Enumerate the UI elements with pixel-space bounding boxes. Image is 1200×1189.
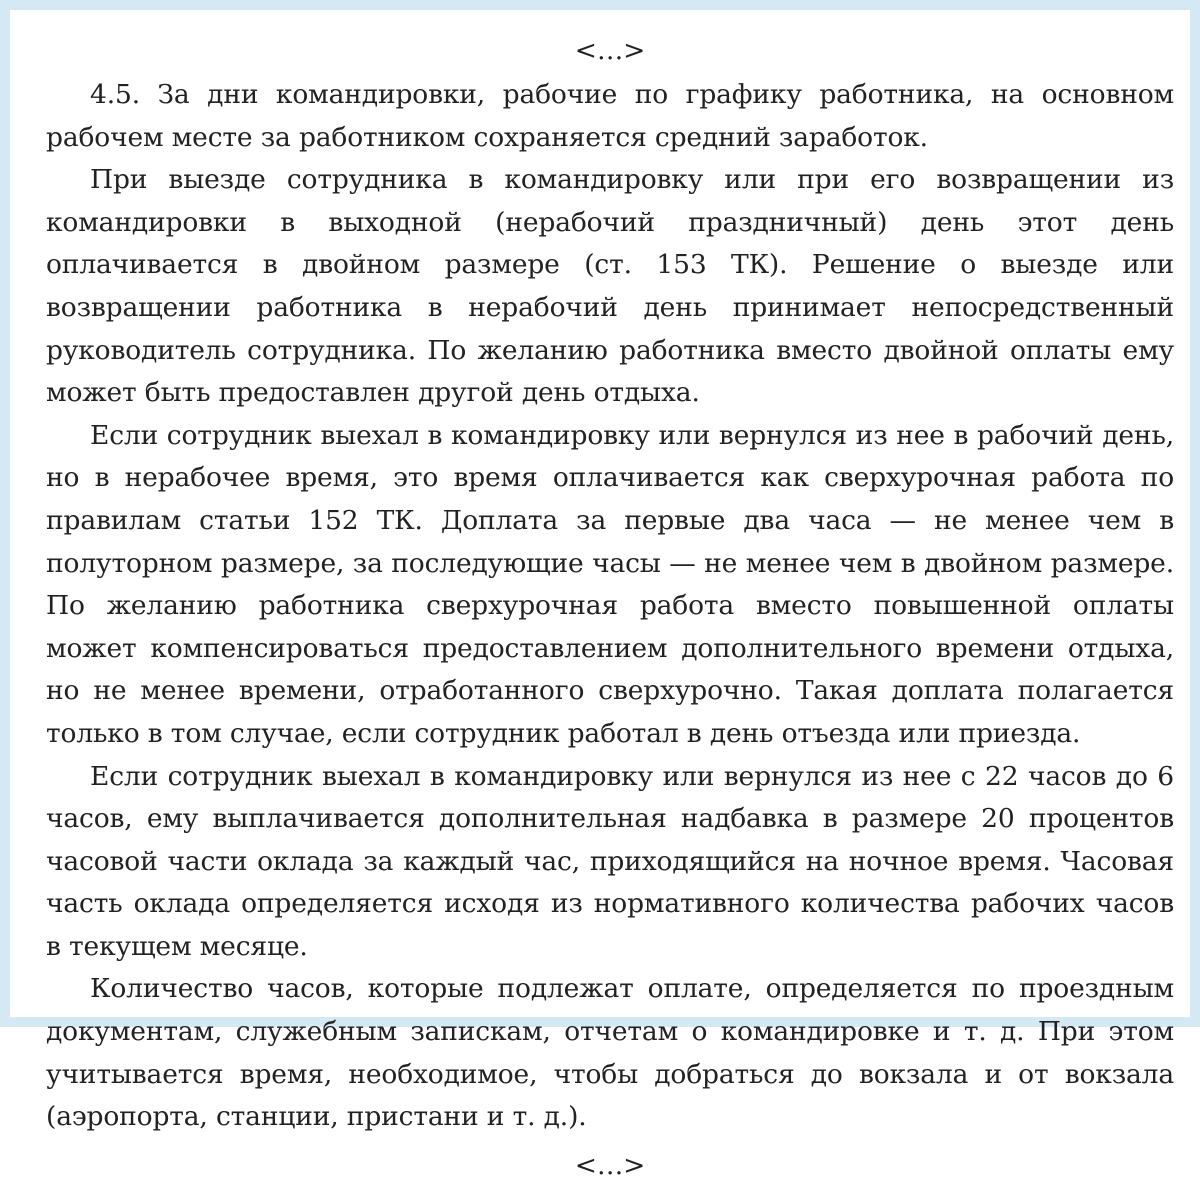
paragraph-night-allowance: Если сотрудник выехал в командировку или вернулся из нее с 22 часов до 6 часов, ему выплачивается дополнительная надбавка в размере 20 процентов часовой части оклада за каждый час, приходящийся на ночное время. Часовая часть оклада определяется исходя из нормативного количества рабочих часов в текущем месяце. [46, 760, 1174, 962]
paragraph-overtime: Если сотрудник выехал в командировку или вернулся из нее в рабочий день, но в нерабочее время, это время оплачивается как сверхурочная работа по правилам статьи 152 ТК. Доплата за первые два часа — не менее чем в полуторном размере, за последующие часы — не менее чем в двойном размере. По желанию работника сверхурочная работа вместо повышенной оплаты может компенсироваться предоставлением дополнительного времени отдыха, но не менее времени, отработанного сверхурочно. Такая доплата полагается только в том случае, если сотрудник работал в день отъезда или приезда. [46, 419, 1174, 749]
omission-marker-bottom: <…> [574, 1149, 646, 1181]
paragraph-4-5: 4.5. За дни командировки, рабочие по графику работника, на основном рабочем месте за работником сохраняется средний заработок. [46, 79, 1174, 153]
document-body [46, 28, 1174, 1189]
paragraph-hours-count: Количество часов, которые подлежат оплате, определяется по проездным документам, служебным запискам, отчетам о командировке и т. д. При этом учитывается время, необходимое, чтобы добраться до вокзала и от вокзала (аэропорта, станции, пристани и т. д.). [46, 973, 1174, 1133]
omission-marker-top: <…> [574, 35, 646, 66]
paragraph-weekend-travel: При выезде сотрудника в командировку или при его возвращении из командировки в выходной (нерабочий праздничный) день этот день оплачивается в двойном размере (ст. 153 ТК). Решение о выезде или возвращении работника в нерабочий день принимает непосредственный руководитель сотрудника. По желанию работника вместо двойной оплаты ему может быть предоставлен другой день отдыха. [46, 164, 1174, 409]
